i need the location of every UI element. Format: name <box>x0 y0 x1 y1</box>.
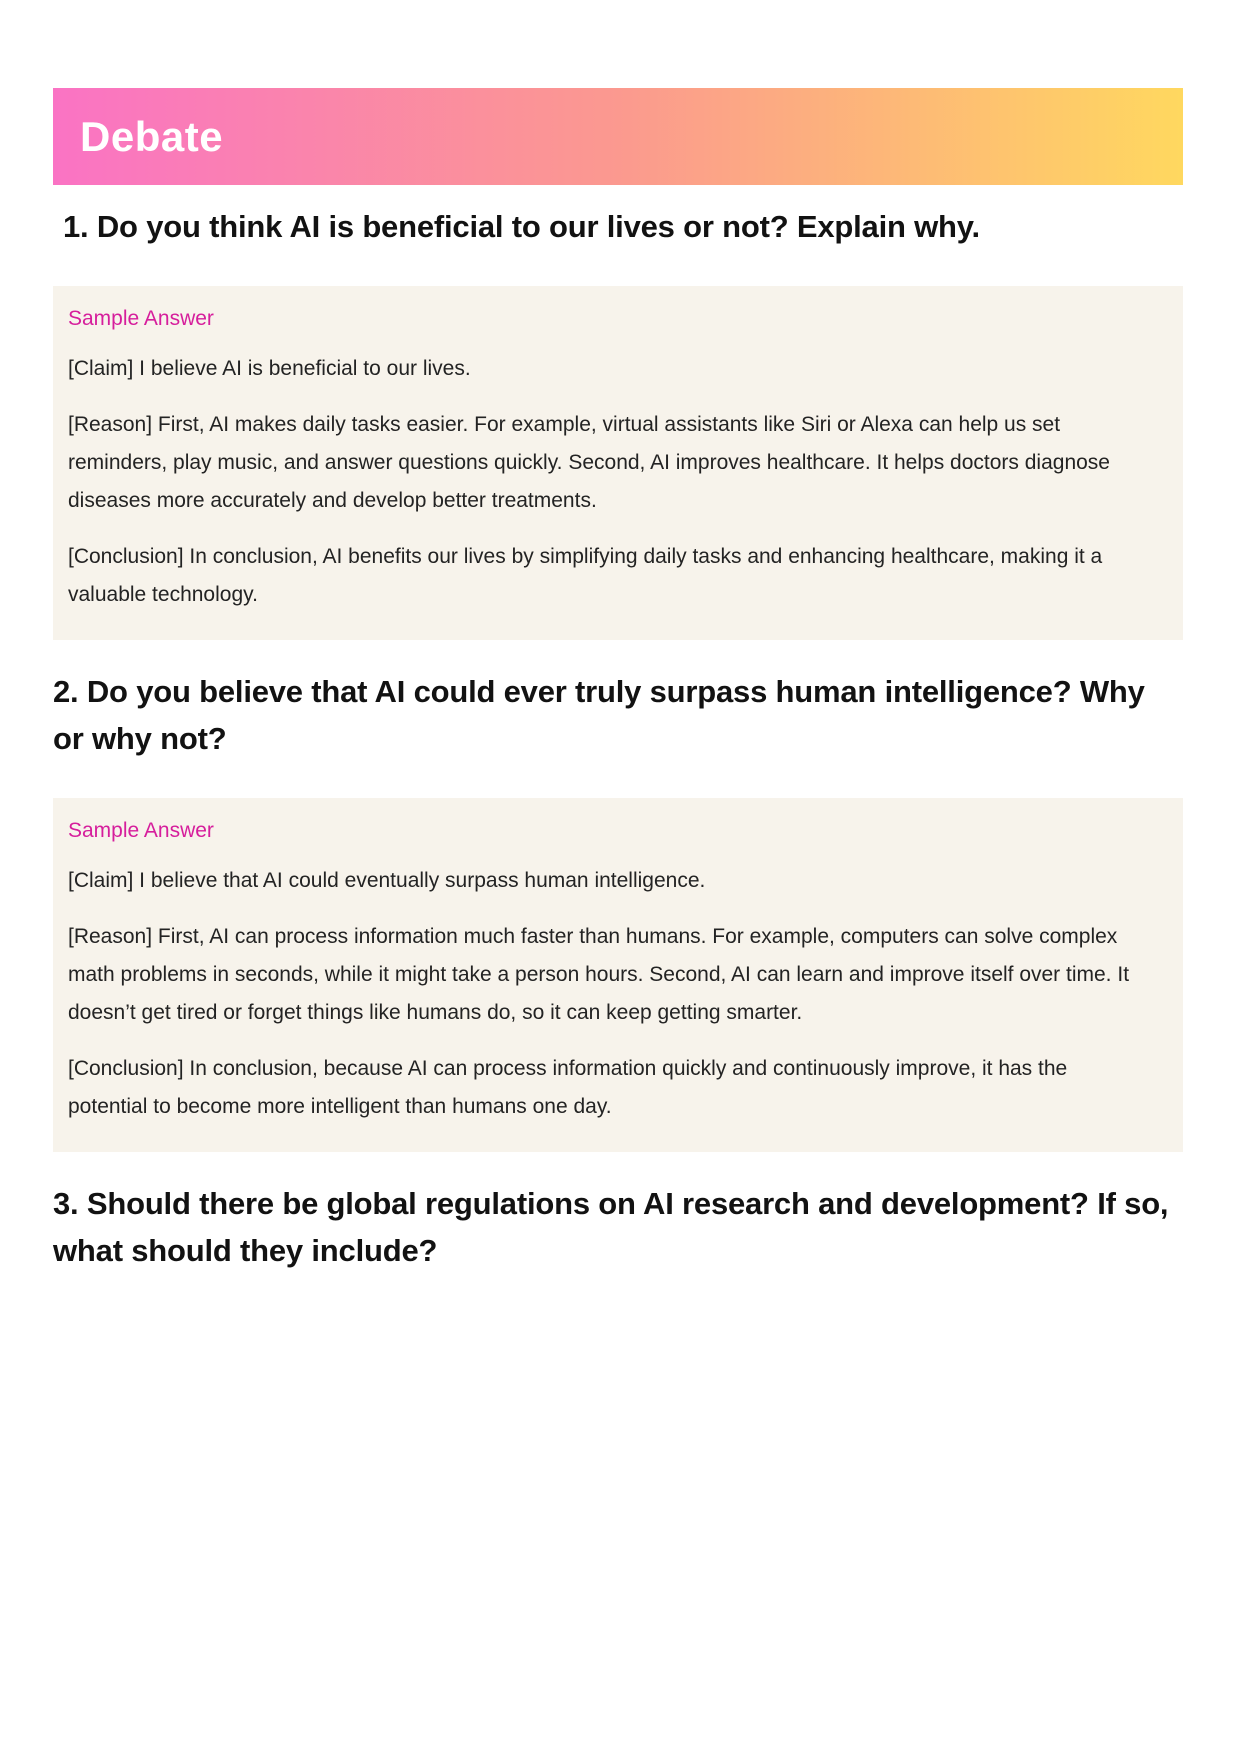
banner-title: Debate <box>80 112 224 160</box>
conclusion-paragraph: [Conclusion] In conclusion, AI benefits our lives by simplifying daily tasks and enhancing healthcare, making it a valuable technology. <box>68 545 1103 606</box>
question-1-heading: 1. Do you think AI is beneficial to our lives or not? Explain why. <box>63 209 980 244</box>
question-3-heading: 3. Should there be global regulations on AI research and development? If so, what should they include? <box>53 1186 1169 1268</box>
debate-banner <box>53 88 1183 185</box>
sample-answer-box-2 <box>53 798 1183 1152</box>
conclusion-paragraph: [Conclusion] In conclusion, because AI can process information quickly and continuously improve, it has the potential to become more intelligent than humans one day. <box>68 1057 1068 1118</box>
reason-paragraph: [Reason] First, AI can process information much faster than humans. For example, computers can solve complex math problems in seconds, while it might take a person hours. Second, AI can learn and improve itself over time. It doesn’t get tired or forget things like humans do, so it can keep getting smarter. <box>68 925 1130 1024</box>
claim-paragraph: [Claim] I believe AI is beneficial to our lives. <box>68 357 471 380</box>
sample-answer-box-1 <box>53 286 1183 640</box>
sample-answer-label: Sample Answer <box>68 307 214 330</box>
sample-answer-label: Sample Answer <box>68 819 214 842</box>
claim-paragraph: [Claim] I believe that AI could eventually surpass human intelligence. <box>68 869 706 892</box>
question-2-heading: 2. Do you believe that AI could ever truly surpass human intelligence? Why or why not? <box>53 674 1145 756</box>
reason-paragraph: [Reason] First, AI makes daily tasks easier. For example, virtual assistants like Siri or Alexa can help us set reminders, play music, and answer questions quickly. Second, AI improves healthcare. It helps doctors diagnose diseases more accurately and develop better treatments. <box>68 413 1110 512</box>
